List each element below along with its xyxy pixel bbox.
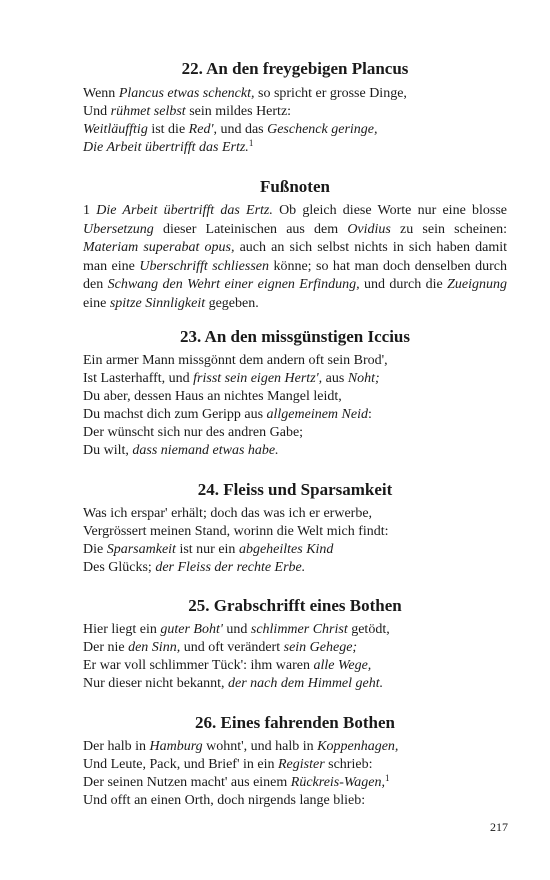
text-run: Vergrössert meinen Stand, worinn die Welt mich findt:: [83, 524, 389, 539]
italic-text: den Sinn,: [128, 640, 181, 655]
text-run: , und das: [213, 122, 268, 137]
footnote-1: [83, 202, 507, 313]
italic-text: Red': [188, 122, 214, 137]
verse-line: [83, 639, 390, 657]
italic-text: Schwang den Wehrt einer eignen Erfindung,: [107, 277, 360, 292]
italic-text: allgemeinem Neid: [266, 407, 368, 422]
poem-23-body: [83, 352, 388, 460]
italic-text: der Fleiss der rechte Erbe.: [155, 560, 306, 575]
text-run: Des Glücks;: [83, 560, 156, 575]
verse-line: [83, 675, 390, 693]
italic-text: Die Arbeit übertrifft das Ertz.: [96, 203, 273, 218]
text-run: :: [368, 407, 372, 422]
italic-text: Plancus etwas schenckt,: [118, 86, 255, 101]
poem-25-body: [83, 621, 390, 693]
verse-line: [83, 424, 388, 442]
italic-text: dass niemand etwas habe.: [132, 443, 279, 458]
footnote-ref: 1: [248, 138, 254, 148]
italic-text: Ubersetzung: [83, 221, 154, 237]
italic-text: Ovidius: [347, 221, 391, 237]
italic-text: frisst sein eigen Hertz',: [193, 371, 323, 386]
text-run: Der halb in: [83, 739, 150, 754]
text-run: 1: [83, 203, 97, 218]
text-run: Du machst dich zum Geripp aus: [83, 407, 267, 422]
text-run: Du wilt,: [83, 443, 133, 458]
text-run: Er war voll schlimmer Tück': ihm waren: [83, 658, 314, 673]
text-run: Der seinen Nutzen macht' aus einem: [83, 775, 291, 790]
text-run: eine: [83, 295, 110, 311]
italic-text: Sparsamkeit: [106, 542, 176, 557]
text-run: zu sein scheinen:: [390, 221, 507, 237]
italic-text: Hamburg: [149, 739, 203, 754]
footnote-ref: 1: [385, 773, 390, 783]
verse-line: [83, 738, 398, 756]
text-run: ist die: [147, 122, 189, 137]
verse-line: [83, 792, 398, 810]
italic-text: rühmet selbst: [110, 104, 186, 119]
italic-text: Register: [277, 757, 325, 772]
verse-line: [83, 541, 389, 559]
italic-text: Koppenhagen,: [317, 739, 399, 754]
text-run: Und offt an einen Orth, doch nirgends lange blieb:: [83, 793, 366, 808]
italic-text: Rückreis-Wagen,: [290, 775, 385, 790]
verse-line: [83, 657, 390, 675]
verse-line: [83, 85, 407, 103]
italic-text: Geschenck geringe,: [267, 122, 378, 137]
italic-text: der nach dem Himmel geht.: [228, 676, 384, 691]
text-run: gegeben.: [205, 295, 259, 311]
poem-26-title: 26. Eines fahrenden Bothen: [195, 713, 395, 732]
poem-25-title: 25. Grabschrifft eines Bothen: [188, 596, 402, 615]
text-run: Du aber, dessen Haus an nichtes Mangel leidt,: [83, 389, 342, 404]
text-run: Ist Lasterhafft, und: [83, 371, 194, 386]
italic-text: schlimmer Christ: [250, 622, 348, 637]
poem-26-body: [83, 738, 398, 810]
poem-24-body: [83, 505, 389, 577]
text-run: Hier liegt ein: [83, 622, 161, 637]
text-run: auch an sich selbst nichts in sich haben damit man eine: [83, 240, 507, 274]
text-run: Der nie: [83, 640, 129, 655]
italic-text: Uberschrifft schliessen: [139, 258, 269, 274]
text-run: wohnt', und halb in: [202, 739, 318, 754]
verse-line: [83, 121, 407, 139]
italic-text: Die Arbeit übertrifft das Ertz.: [83, 140, 249, 155]
text-run: dieser Lateinischen aus dem: [153, 221, 348, 237]
verse-line: [83, 370, 388, 388]
italic-text: Materiam superabat opus,: [83, 240, 235, 255]
verse-line: [83, 103, 407, 121]
text-run: schrieb:: [324, 757, 373, 772]
verse-line: [83, 756, 398, 774]
verse-line: [83, 774, 398, 792]
text-run: könne; so hat man doch denselben durch den: [83, 258, 507, 292]
italic-text: alle Wege,: [313, 658, 372, 673]
italic-text: abgeheiltes Kind: [238, 542, 334, 557]
text-run: und oft verändert: [180, 640, 284, 655]
poem-23-title: 23. An den missgünstigen Iccius: [179, 327, 411, 346]
text-run: getödt,: [347, 622, 390, 637]
italic-text: guter Boht': [160, 622, 223, 637]
poem-22-body: [83, 85, 407, 157]
verse-line: [83, 559, 389, 577]
text-run: Und: [83, 104, 111, 119]
text-run: Wenn: [83, 86, 119, 101]
footnotes-title: Fußnoten: [260, 177, 330, 196]
text-run: so spricht er grosse Dinge,: [254, 86, 407, 101]
text-run: sein mildes Hertz:: [185, 104, 292, 119]
page-number: 217: [490, 820, 508, 834]
verse-line: [83, 139, 407, 157]
text-run: und durch die: [359, 277, 448, 292]
verse-line: [83, 621, 390, 639]
text-run: Ob gleich diese Worte nur eine blosse: [272, 203, 507, 218]
text-run: ist nur ein: [175, 542, 239, 557]
verse-line: [83, 505, 389, 523]
italic-text: Zueignung: [447, 277, 508, 292]
text-run: Was ich erspar' erhält; doch das was ich er erwerbe,: [83, 506, 373, 521]
verse-line: [83, 352, 388, 370]
poem-22-title: 22. An den freygebigen Plancus: [181, 59, 409, 78]
poem-24-title: 24. Fleiss und Sparsamkeit: [197, 480, 393, 499]
verse-line: [83, 523, 389, 541]
text-run: Die: [83, 542, 107, 557]
text-run: aus: [322, 371, 348, 386]
italic-text: Weitläufftig: [83, 122, 148, 137]
verse-line: [83, 442, 388, 460]
text-run: Nur dieser nicht bekannt,: [83, 676, 229, 691]
verse-line: [83, 388, 388, 406]
text-run: und: [222, 622, 251, 637]
italic-text: Noht;: [347, 371, 380, 386]
text-run: Der wünscht sich nur des andren Gabe;: [83, 425, 304, 440]
text-run: Ein armer Mann missgönnt dem andern oft sein Brod',: [83, 353, 388, 368]
verse-line: [83, 406, 388, 424]
italic-text: sein Gehege;: [283, 640, 358, 655]
italic-text: spitze Sinnligkeit: [109, 295, 206, 311]
text-run: Und Leute, Pack, und Brief' in ein: [83, 757, 278, 772]
